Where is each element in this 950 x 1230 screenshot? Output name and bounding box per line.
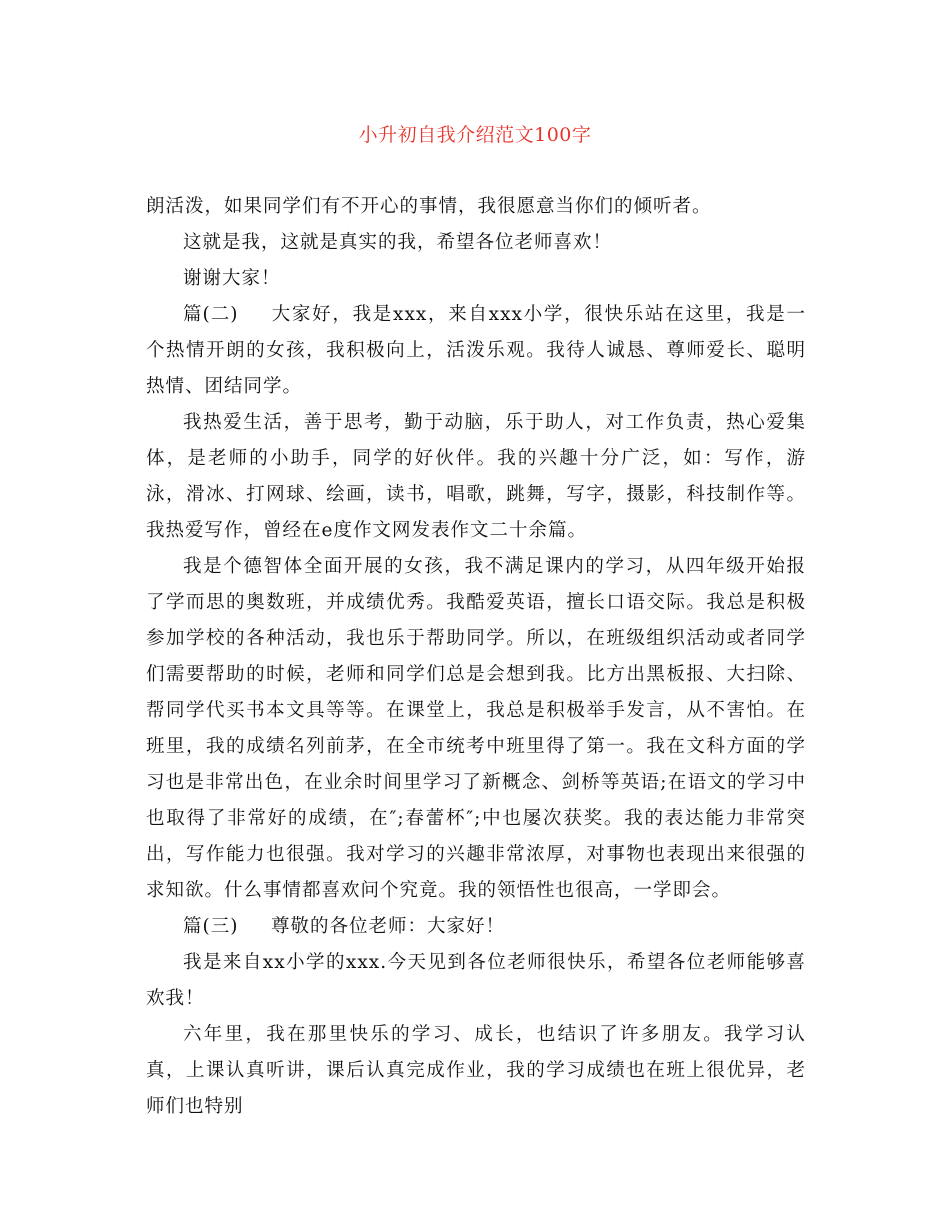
paragraph: 谢谢大家！ [183,268,281,289]
paragraph: 朗活泼，如果同学们有不开心的事情，我很愿意当你们的倾听者。 [146,196,712,217]
paragraph: 我热爱生活，善于思考，勤于动脑，乐于助人，对工作负责，热心爱集体，是老师的小助手，同学的好伙伴。我的兴趣十分广泛，如：写作，游泳，滑冰、打网球、绘画，读书，唱歌，跳舞，写字，摄影，科技制作等。我热爱写作，曾经在e度作文网发表作文二十余篇。 [146,412,806,541]
paragraph: 这就是我，这就是真实的我，希望各位老师喜欢！ [183,232,613,253]
section-label: 篇(二) [183,304,239,325]
paragraph-text: 大家好，我是xxx，来自xxx小学，很快乐站在这里，我是一个热情开朗的女孩，我积极向上，活泼乐观。我待人诚恳、尊师爱长、聪明热情、团结同学。 [146,304,806,397]
section-label: 篇(三) [183,916,239,937]
paragraph: 六年里，我在那里快乐的学习、成长，也结识了许多朋友。我学习认真，上课认真听讲，课后认真完成作业，我的学习成绩也在班上很优异，老师们也特别 [146,1024,806,1117]
paragraph [146,909,806,945]
document-title: 小升初自我介绍范文100字 [358,124,592,146]
paragraph: 我是个德智体全面开展的女孩，我不满足课内的学习，从四年级开始报了学而思的奥数班，并成绩优秀。我酷爱英语，擅长口语交际。我总是积极参加学校的各种活动，我也乐于帮助同学。所以，在班级组织活动或者同学们需要帮助的时候，老师和同学们总是会想到我。比方出黑板报、大扫除、帮同学代买书本文具等等。在课堂上，我总是积极举手发言，从不害怕。在班里，我的成绩名列前茅，在全市统考中班里得了第一。我在文科方面的学习也是非常出色，在业余时间里学习了新概念、剑桥等英语;在语文的学习中也取得了非常好的成绩，在″;春蕾杯″;中也屡次获奖。我的表达能力非常突出，写作能力也很强。我对学习的兴趣非常浓厚，对事物也表现出来很强的求知欲。什么事情都喜欢问个究竟。我的领悟性也很高，一学即会。 [146,556,806,901]
paragraph [146,297,806,405]
document-body [146,189,806,1125]
paragraph-text: 尊敬的各位老师：大家好！ [271,916,506,937]
paragraph: 我是来自xx小学的xxx.今天见到各位老师很快乐，希望各位老师能够喜欢我！ [146,952,806,1009]
